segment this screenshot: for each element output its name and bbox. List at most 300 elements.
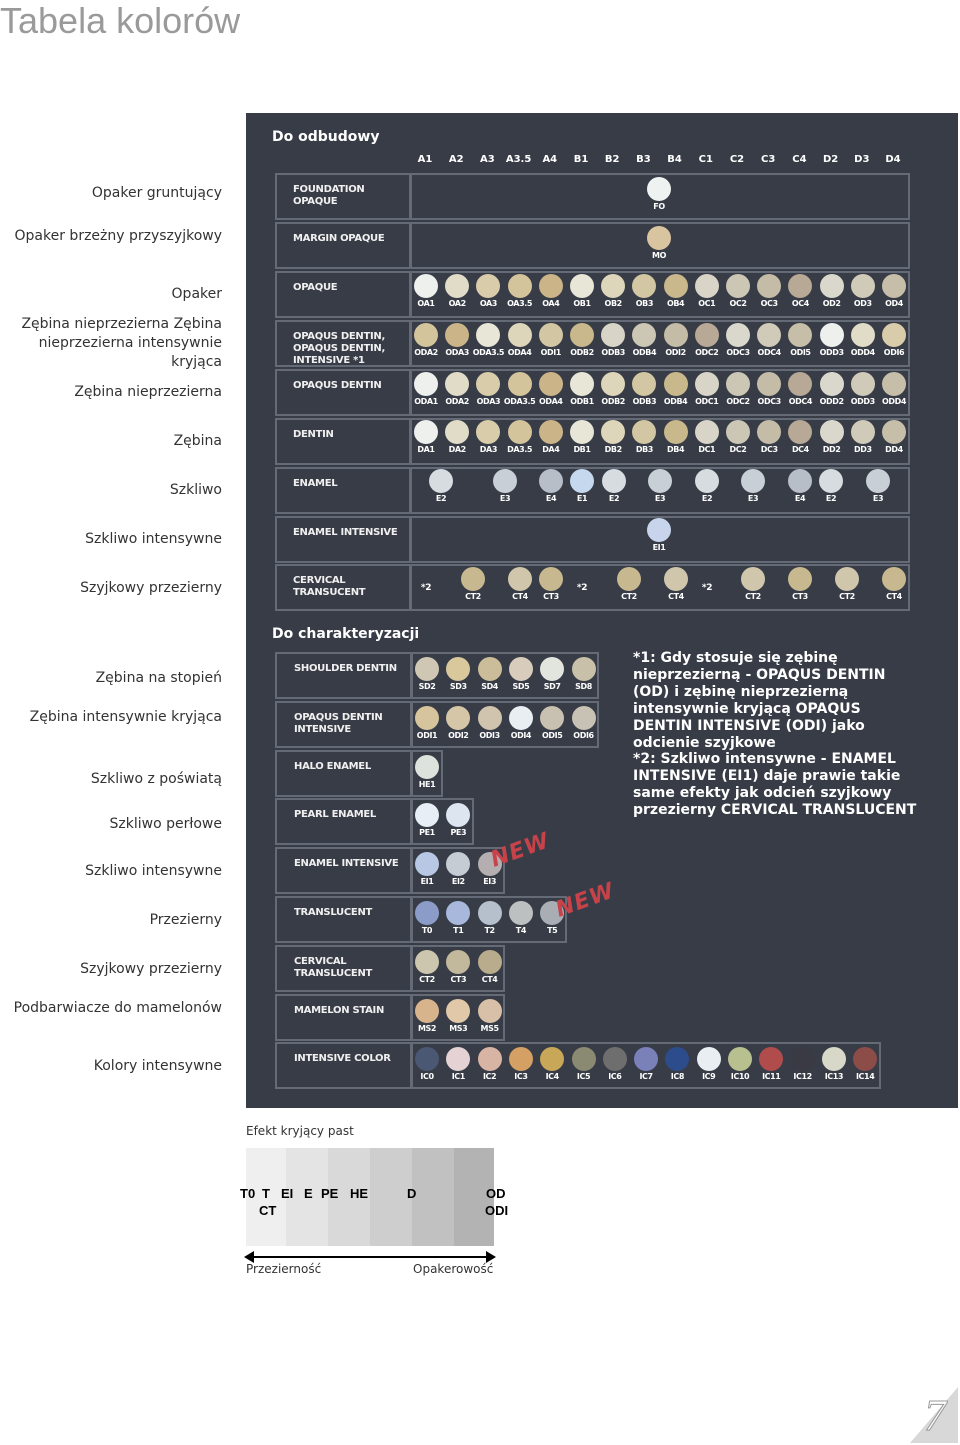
shade-label: IC1: [451, 1072, 465, 1081]
shade-header: A2: [448, 154, 464, 165]
shade-header: B4: [667, 154, 682, 165]
shade-swatch: [820, 372, 844, 396]
row-label-cell: [275, 994, 412, 1041]
shade-label: ODA2: [445, 397, 469, 406]
shade-label: DD4: [885, 445, 903, 454]
shade-swatch: [634, 1047, 658, 1071]
shade-label: SD7: [543, 682, 561, 691]
shade-label: OC3: [760, 299, 778, 308]
left-label: Zębina intensywnie kryjąca: [29, 709, 222, 725]
shade-label: CT4: [886, 592, 902, 601]
opacity-label: E: [304, 1186, 313, 1201]
shade-label: ODD3: [850, 397, 875, 406]
shade-swatch: [697, 1047, 721, 1071]
shade-label: ODB3: [601, 348, 625, 357]
shade-label: ODA3: [476, 397, 501, 406]
opacity-label: CT: [259, 1203, 277, 1218]
shade-swatch: [540, 1047, 564, 1071]
new-stamp: NEW: [552, 878, 619, 923]
shade-swatch: [509, 706, 533, 730]
shade-label: MS2: [417, 1024, 437, 1033]
shade-label: SD3: [449, 682, 467, 691]
page-number: 7: [924, 1391, 946, 1440]
shade-swatch: [757, 372, 781, 396]
shade-header: A4: [542, 154, 558, 165]
shade-swatch: [478, 950, 502, 974]
opacity-label: T: [262, 1186, 270, 1201]
shade-label: E3: [654, 494, 666, 503]
shade-label: CT4: [668, 592, 684, 601]
shade-swatch: [664, 567, 688, 591]
shade-swatch: [695, 420, 719, 444]
shade-label: IC4: [545, 1072, 559, 1081]
shade-label: T1: [453, 926, 464, 935]
shade-label: ODI6: [883, 348, 905, 357]
shade-swatch: [820, 420, 844, 444]
shade-swatch: [820, 274, 844, 298]
shade-label: DC1: [698, 445, 716, 454]
new-stamp: NEW: [487, 828, 554, 873]
shade-swatch: [414, 323, 438, 347]
shade-label: ODI1: [416, 731, 438, 740]
shade-swatch: [851, 323, 875, 347]
shade-swatch: [695, 274, 719, 298]
shade-label: IC2: [482, 1072, 497, 1081]
shade-swatch: [493, 469, 517, 493]
shade-label: ODI3: [479, 731, 500, 740]
shade-label: CT2: [465, 592, 481, 601]
shade-label: E1: [576, 494, 588, 503]
shade-label: CT3: [792, 592, 808, 601]
shade-label: ODI5: [541, 731, 563, 740]
shade-header: D3: [854, 154, 870, 165]
shade-label: IC6: [608, 1072, 622, 1081]
shade-label: EI1: [652, 543, 666, 552]
row-label: MAMELON STAIN: [294, 1005, 385, 1016]
shade-swatch: [647, 518, 671, 542]
page-title: Tabela kolorów: [0, 0, 241, 41]
shade-label: OA3.5: [507, 299, 533, 308]
shade-swatch: [572, 657, 596, 681]
row-label: MARGIN OPAQUE: [293, 233, 385, 244]
row-label: FOUNDATION OPAQUE: [293, 184, 365, 207]
shade-label: ODA2: [414, 348, 438, 357]
shade-swatch: [508, 567, 532, 591]
shade-label: IC10: [730, 1072, 750, 1081]
shade-label: CT2: [745, 592, 761, 601]
row-label: CERVICAL TRANSLUCENT: [294, 956, 373, 979]
row-label-cell: [275, 271, 411, 318]
shade-swatch: [835, 567, 859, 591]
shade-label: *2: [576, 583, 588, 593]
shade-swatch: [788, 567, 812, 591]
shade-label: T4: [515, 926, 526, 935]
shade-label: E2: [825, 494, 837, 503]
footnote-text: Szkliwo intensywne - ENAMEL INTENSIVE (EI1) daje prawie takie same efekty jak odcień szyjkowy przezierny CERVICAL TRANSLUCENT: [633, 751, 917, 818]
section-title-characterization: Do charakteryzacji: [272, 626, 420, 642]
shade-swatch: [572, 1047, 596, 1071]
shade-swatch: [602, 469, 626, 493]
shade-label: FO: [653, 202, 665, 211]
shade-label: ODC3: [726, 348, 750, 357]
opacity-label: EI: [281, 1186, 294, 1201]
shade-swatch: [882, 372, 906, 396]
left-label: Szkliwo: [169, 482, 222, 498]
row-label-cell: [275, 418, 411, 465]
shade-label: T5: [547, 926, 558, 935]
page-number-badge: [880, 1385, 960, 1445]
shade-swatch: [853, 1047, 877, 1071]
shade-label: *2: [420, 583, 432, 593]
shade-swatch: [882, 420, 906, 444]
shade-swatch: [726, 372, 750, 396]
shade-swatch: [601, 323, 625, 347]
row-label-cell: [275, 847, 412, 894]
shade-swatch: [415, 803, 439, 827]
left-label: Szkliwo intensywne: [85, 863, 222, 879]
shade-label: ODB2: [570, 348, 594, 357]
left-label: Szkliwo intensywne: [85, 531, 222, 547]
shade-swatch: [508, 274, 532, 298]
shade-label: OB4: [666, 299, 685, 308]
shade-swatch: [415, 657, 439, 681]
shade-swatch: [414, 274, 438, 298]
left-label: Opaker gruntujący: [91, 185, 222, 201]
shade-swatch: [819, 469, 843, 493]
row-label: ENAMEL INTENSIVE: [294, 858, 399, 869]
shade-swatch: [415, 999, 439, 1023]
shade-swatch: [882, 323, 906, 347]
shade-swatch: [570, 372, 594, 396]
shade-label: CT4: [481, 975, 498, 984]
row-label: OPAQUS DENTIN, OPAQUS DENTIN, INTENSIVE *1: [293, 331, 385, 366]
shade-swatch: [664, 420, 688, 444]
shade-swatch: [648, 469, 672, 493]
shade-label: ODC1: [695, 397, 719, 406]
shade-swatch: [539, 323, 563, 347]
shade-swatch: [445, 323, 469, 347]
footnote-text: Gdy stosuje się zębinę nieprzezierną - OPAQUS DENTIN (OD) i zębinę nieprzezierną intensywnie kryjącą OPAQUS DENTIN INTENSIVE (ODI) jako odcienie szyjkowe: [633, 650, 886, 751]
shade-swatch: [478, 657, 502, 681]
shade-label: ODA4: [507, 348, 532, 357]
shade-header-row: [410, 151, 910, 173]
shade-swatch: [851, 420, 875, 444]
shade-header: B3: [636, 154, 651, 165]
shade-header: D4: [885, 154, 901, 165]
row-swatch-cell: [411, 701, 599, 748]
shade-label: ODC2: [695, 348, 719, 357]
shade-header: C2: [729, 154, 745, 165]
shade-label: T0: [421, 926, 433, 935]
shade-swatch: [822, 1047, 846, 1071]
shade-label: DA3.5: [507, 445, 533, 454]
shade-label: MO: [652, 251, 666, 260]
row-label: HALO ENAMEL: [294, 761, 371, 772]
shade-swatch: [726, 274, 750, 298]
opacity-label: ODI: [485, 1203, 509, 1218]
footnote-marker: *1:: [633, 650, 656, 666]
shade-label: ODC4: [757, 348, 781, 357]
shade-label: OD3: [853, 299, 872, 308]
shade-swatch: [415, 950, 439, 974]
shade-label: E3: [872, 494, 884, 503]
shade-label: CT2: [839, 592, 855, 601]
shade-label: ODA1: [414, 397, 438, 406]
row-label-cell: [275, 896, 412, 943]
shade-swatch: [601, 372, 625, 396]
row-label-cell: [275, 516, 411, 563]
shade-swatch: [820, 323, 844, 347]
shade-swatch: [509, 901, 533, 925]
opacity-label: HE: [350, 1186, 369, 1201]
shade-swatch: [445, 274, 469, 298]
shade-label: CT2: [419, 975, 435, 984]
shade-swatch: [695, 372, 719, 396]
section-title-restoration: Do odbudowy: [272, 129, 380, 145]
shade-swatch: [757, 323, 781, 347]
footnote-1: [633, 650, 923, 752]
shade-swatch: [414, 420, 438, 444]
left-label: Szyjkowy przezierny: [80, 580, 222, 596]
shade-swatch: [726, 420, 750, 444]
shade-swatch: [478, 999, 502, 1023]
shade-label: IC0: [420, 1072, 434, 1081]
shade-label: *2: [701, 583, 713, 593]
shade-swatch: [572, 706, 596, 730]
shade-swatch: [851, 372, 875, 396]
shade-label: PE3: [450, 828, 467, 837]
shade-label: ODB1: [570, 397, 594, 406]
shade-label: ODD3: [819, 348, 844, 357]
shade-label: IC11: [762, 1072, 781, 1081]
row-label-cell: [275, 222, 411, 269]
shade-label: CT2: [621, 592, 637, 601]
shade-label: ODI6: [573, 731, 594, 740]
shade-swatch: [882, 274, 906, 298]
shade-label: DC4: [791, 445, 809, 454]
shade-swatch: [508, 323, 532, 347]
shade-swatch: [445, 372, 469, 396]
left-label: Szkliwo perłowe: [109, 816, 222, 832]
shade-label: OC2: [729, 299, 747, 308]
shade-label: ODD4: [850, 348, 875, 357]
shade-label: DA4: [542, 445, 560, 454]
shade-swatch: [509, 657, 533, 681]
shade-header: C1: [698, 154, 713, 165]
shade-label: IC7: [639, 1072, 653, 1081]
shade-label: EI1: [420, 877, 434, 886]
shade-header: B1: [573, 154, 589, 165]
footnote-2: [633, 751, 923, 819]
shade-label: OC4: [791, 299, 809, 308]
shade-label: E3: [747, 494, 759, 503]
row-label: OPAQUS DENTIN: [293, 380, 382, 391]
shade-swatch: [478, 706, 502, 730]
row-swatch-cell: [410, 564, 910, 611]
shade-swatch: [429, 469, 453, 493]
left-label: Szkliwo z poświatą: [90, 771, 222, 787]
shade-swatch: [741, 567, 765, 591]
shade-swatch: [478, 901, 502, 925]
shade-label: OB2: [604, 299, 622, 308]
shade-label: ODB4: [663, 397, 688, 406]
shade-label: OA1: [417, 299, 435, 308]
shade-label: OB1: [573, 299, 591, 308]
shade-label: IC5: [576, 1072, 591, 1081]
row-label: INTENSIVE COLOR: [294, 1053, 391, 1064]
shade-label: E4: [794, 494, 806, 503]
row-label: TRANSLUCENT: [294, 907, 373, 918]
shade-label: EI3: [483, 877, 496, 886]
opacity-label: OD: [486, 1186, 506, 1201]
shade-swatch: [461, 567, 485, 591]
left-label: Szyjkowy przezierny: [80, 961, 222, 977]
shade-label: DB2: [604, 445, 622, 454]
shade-label: ODA3: [445, 348, 469, 357]
row-label: OPAQUS DENTIN INTENSIVE: [294, 712, 383, 735]
shade-header: D2: [822, 154, 839, 165]
row-label: PEARL ENAMEL: [294, 809, 376, 820]
shade-label: E2: [435, 494, 447, 503]
shade-label: OD4: [885, 299, 903, 308]
axis-left-label: Przezierność: [246, 1262, 322, 1276]
shade-label: ODD4: [881, 397, 907, 406]
shade-swatch: [414, 372, 438, 396]
shade-label: OD2: [822, 299, 841, 308]
shade-swatch: [788, 469, 812, 493]
opacity-label: D: [407, 1186, 417, 1201]
left-label: Opaker brzeżny przyszyjkowy: [14, 228, 222, 244]
shade-label: DB4: [667, 445, 685, 454]
shade-swatch: [508, 372, 532, 396]
shade-label: DA3: [479, 445, 497, 454]
shade-swatch: [741, 469, 765, 493]
shade-label: ODB2: [601, 397, 625, 406]
left-label: Zębina nieprzezierna: [74, 384, 222, 400]
shade-swatch: [664, 274, 688, 298]
shade-label: ODC3: [757, 397, 781, 406]
shade-label: ODI1: [540, 348, 561, 357]
shade-header: C3: [761, 154, 776, 165]
shade-swatch: [539, 567, 563, 591]
shade-label: IC14: [855, 1072, 875, 1081]
shade-label: IC13: [824, 1072, 844, 1081]
row-label: DENTIN: [293, 429, 334, 440]
shade-swatch: [509, 1047, 533, 1071]
shade-header: A3: [480, 154, 495, 165]
shade-swatch: [540, 657, 564, 681]
shade-swatch: [695, 323, 719, 347]
shade-label: ODC2: [726, 397, 750, 406]
opacity-chart-title: Efekt kryjący past: [246, 1124, 354, 1138]
shade-swatch: [617, 567, 641, 591]
shade-swatch: [540, 706, 564, 730]
shade-label: SD4: [481, 682, 498, 691]
shade-label: MS3: [449, 1024, 468, 1033]
shade-label: ODI5: [790, 348, 811, 357]
shade-swatch: [539, 372, 563, 396]
shade-swatch: [728, 1047, 752, 1071]
row-label-cell: [275, 750, 412, 797]
shade-label: SD2: [418, 682, 436, 691]
shade-label: IC8: [670, 1072, 684, 1081]
shade-swatch: [415, 852, 439, 876]
shade-label: ODB3: [632, 397, 657, 406]
footnote-marker: *2:: [633, 751, 656, 767]
shade-label: DC2: [729, 445, 747, 454]
row-label-cell: [275, 798, 412, 845]
shade-label: CT3: [543, 592, 559, 601]
shade-label: DA1: [417, 445, 435, 454]
shade-label: ODI2: [448, 731, 469, 740]
left-label: Zębina: [173, 433, 222, 449]
left-label: Zębina nieprzezierna Zębina nieprzezierna intensywnie kryjąca: [21, 316, 222, 370]
shade-label: IC12: [793, 1072, 812, 1081]
shade-swatch: [664, 323, 688, 347]
shade-label: DB1: [573, 445, 591, 454]
shade-label: OA3: [479, 299, 497, 308]
shade-swatch: [882, 567, 906, 591]
row-label-cell: [275, 652, 412, 699]
row-label-cell: [275, 467, 411, 514]
shade-label: ODD2: [819, 397, 844, 406]
shade-label: E2: [608, 494, 620, 503]
shade-label: OA2: [448, 299, 466, 308]
shade-swatch: [570, 420, 594, 444]
shade-swatch: [791, 1047, 815, 1071]
shade-swatch: [601, 274, 625, 298]
left-labels: [0, 0, 222, 1100]
row-label-cell: [275, 1042, 412, 1089]
shade-label: IC9: [702, 1072, 716, 1081]
opacity-labels: [240, 1186, 510, 1226]
shade-label: OB3: [635, 299, 654, 308]
shade-swatch: [478, 1047, 502, 1071]
shade-swatch: [603, 1047, 627, 1071]
shade-header: A3.5: [505, 154, 532, 165]
row-label: SHOULDER DENTIN: [294, 663, 397, 674]
shade-label: DD2: [822, 445, 841, 454]
row-label: OPAQUE: [293, 282, 338, 293]
row-label: CERVICAL TRANSUCENT: [293, 575, 366, 598]
left-label: Przezierny: [149, 912, 222, 928]
shade-label: ODC4: [788, 397, 813, 406]
shade-swatch: [415, 1047, 439, 1071]
shade-label: ODI4: [510, 731, 532, 740]
shade-label: E2: [701, 494, 713, 503]
shade-label: ODA3.5: [472, 348, 505, 357]
shade-label: PE1: [419, 828, 435, 837]
shade-label: ODA3.5: [503, 397, 536, 406]
shade-swatch: [647, 177, 671, 201]
left-label: Opaker: [171, 286, 222, 302]
shade-label: T2: [484, 926, 495, 935]
left-label: Zębina na stopień: [95, 670, 222, 686]
shade-swatch: [445, 420, 469, 444]
shade-label: SD8: [575, 682, 592, 691]
shade-header: C4: [792, 154, 807, 165]
shade-label: EI2: [451, 877, 465, 886]
shade-label: SD5: [512, 682, 530, 691]
shade-swatch: [539, 420, 563, 444]
shade-swatch: [757, 274, 781, 298]
shade-swatch: [726, 323, 750, 347]
shade-label: E3: [499, 494, 511, 503]
opacity-axis-arrow: [246, 1256, 494, 1258]
shade-swatch: [508, 420, 532, 444]
shade-swatch: [851, 274, 875, 298]
shade-label: DB3: [635, 445, 653, 454]
